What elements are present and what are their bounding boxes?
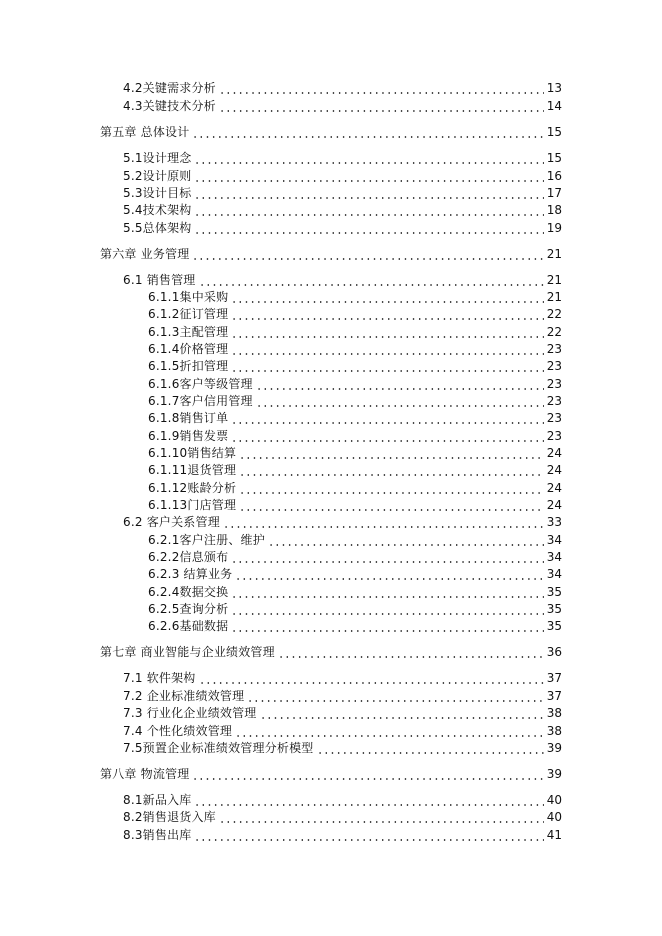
toc-entry-page-number: 17 xyxy=(546,186,562,200)
toc-entry-page-number: 23 xyxy=(546,394,562,408)
toc-entry-title: 6.1.2征订管理 xyxy=(148,307,229,321)
toc-entry[interactable] xyxy=(123,219,562,237)
dot-leader xyxy=(317,739,544,757)
toc-entry-title: 6.1 销售管理 xyxy=(123,273,196,287)
dot-leader xyxy=(256,375,544,393)
toc-entry-title: 6.2.1客户注册、维护 xyxy=(148,533,265,547)
toc-entry[interactable] xyxy=(123,167,562,185)
toc-entry-page-number: 23 xyxy=(546,411,562,425)
toc-entry[interactable] xyxy=(123,826,562,844)
toc-entry-page-number: 22 xyxy=(546,325,562,339)
toc-entry-title: 5.2设计原则 xyxy=(123,169,192,183)
toc-entry-title: 第七章 商业智能与企业绩效管理 xyxy=(100,645,275,659)
toc-entry[interactable] xyxy=(148,565,562,583)
toc-entry[interactable] xyxy=(148,461,562,479)
dot-leader xyxy=(192,245,543,263)
toc-entry-title: 6.2.6基础数据 xyxy=(148,619,229,633)
toc-entry-title: 7.5预置企业标准绩效管理分析模型 xyxy=(123,741,314,755)
toc-entry[interactable] xyxy=(148,531,562,549)
toc-entry-title: 6.2 客户关系管理 xyxy=(123,515,220,529)
toc-entry-page-number: 36 xyxy=(546,645,562,659)
toc-entry-page-number: 24 xyxy=(546,463,562,477)
toc-entry-title: 6.1.10销售结算 xyxy=(148,446,237,460)
toc-entry-page-number: 38 xyxy=(546,724,562,738)
dot-leader xyxy=(235,722,544,740)
toc-entry-page-number: 35 xyxy=(546,585,562,599)
toc-entry-title: 7.2 企业标准绩效管理 xyxy=(123,689,245,703)
toc-entry-title: 第六章 业务管理 xyxy=(100,247,190,261)
dot-leader xyxy=(194,791,543,809)
toc-entry-page-number: 14 xyxy=(546,99,562,113)
toc-entry[interactable] xyxy=(148,323,562,341)
toc-entry-page-number: 37 xyxy=(546,689,562,703)
dot-leader xyxy=(231,409,543,427)
dot-leader xyxy=(219,79,544,97)
toc-entry-title: 5.1设计理念 xyxy=(123,151,192,165)
toc-entry[interactable] xyxy=(148,340,562,358)
toc-entry-title: 4.2关键需求分析 xyxy=(123,81,216,95)
toc-entry-page-number: 33 xyxy=(546,515,562,529)
toc-entry-page-number: 22 xyxy=(546,307,562,321)
toc-entry-title: 6.1.4价格管理 xyxy=(148,342,229,356)
toc-entry[interactable] xyxy=(123,808,562,826)
toc-entry-title: 5.3设计目标 xyxy=(123,186,192,200)
toc-entry-title: 第五章 总体设计 xyxy=(100,125,190,139)
toc-entry[interactable] xyxy=(148,583,562,601)
dot-leader xyxy=(231,617,543,635)
toc-entry-page-number: 21 xyxy=(546,290,562,304)
toc-entry[interactable] xyxy=(148,288,562,306)
dot-leader xyxy=(194,167,543,185)
toc-entry-page-number: 40 xyxy=(546,810,562,824)
dot-leader xyxy=(223,513,544,531)
toc-entry[interactable] xyxy=(148,305,562,323)
dot-leader xyxy=(231,357,543,375)
toc-entry[interactable] xyxy=(148,496,562,514)
toc-entry[interactable] xyxy=(148,444,562,462)
dot-leader xyxy=(247,687,543,705)
dot-leader xyxy=(219,97,544,115)
dot-leader xyxy=(239,479,544,497)
toc-entry-page-number: 34 xyxy=(546,550,562,564)
dot-leader xyxy=(231,548,543,566)
dot-leader xyxy=(192,123,543,141)
toc-entry[interactable] xyxy=(123,184,562,202)
dot-leader xyxy=(231,340,543,358)
toc-entry-title: 6.1.1集中采购 xyxy=(148,290,229,304)
toc-entry-page-number: 23 xyxy=(546,429,562,443)
dot-leader xyxy=(239,444,544,462)
toc-entry[interactable] xyxy=(123,201,562,219)
toc-entry-title: 7.3 行业化企业绩效管理 xyxy=(123,706,257,720)
toc-entry[interactable] xyxy=(148,617,562,635)
toc-entry-title: 6.1.9销售发票 xyxy=(148,429,229,443)
dot-leader xyxy=(235,565,543,583)
toc-entry[interactable] xyxy=(123,791,562,809)
toc-entry-page-number: 21 xyxy=(546,273,562,287)
toc-chapter-entry[interactable] xyxy=(100,245,562,263)
toc-entry-title: 6.1.12账龄分析 xyxy=(148,481,237,495)
dot-leader xyxy=(231,600,543,618)
toc-entry-page-number: 24 xyxy=(546,481,562,495)
dot-leader xyxy=(239,496,544,514)
toc-entry-title: 6.2.5查询分析 xyxy=(148,602,229,616)
toc-entry[interactable] xyxy=(123,149,562,167)
toc-entry-page-number: 23 xyxy=(546,377,562,391)
dot-leader xyxy=(194,149,543,167)
dot-leader xyxy=(194,219,543,237)
toc-entry[interactable] xyxy=(123,513,562,531)
toc-entry-page-number: 24 xyxy=(546,446,562,460)
toc-entry-page-number: 23 xyxy=(546,359,562,373)
toc-entry-title: 5.5总体架构 xyxy=(123,221,192,235)
toc-entry-title: 8.3销售出库 xyxy=(123,828,192,842)
toc-entry[interactable] xyxy=(148,427,562,445)
toc-chapter-entry[interactable] xyxy=(100,643,562,661)
toc-entry-title: 6.1.13门店管理 xyxy=(148,498,237,512)
dot-leader xyxy=(199,669,544,687)
toc-entry-title: 6.1.5折扣管理 xyxy=(148,359,229,373)
toc-entry-page-number: 35 xyxy=(546,619,562,633)
dot-leader xyxy=(194,184,543,202)
dot-leader xyxy=(194,826,543,844)
toc-entry[interactable] xyxy=(148,548,562,566)
toc-entry-title: 4.3关键技术分析 xyxy=(123,99,216,113)
toc-entry-title: 7.4 个性化绩效管理 xyxy=(123,724,233,738)
toc-entry-page-number: 39 xyxy=(546,741,562,755)
toc-entry[interactable] xyxy=(123,704,562,722)
toc-entry-title: 6.1.6客户等级管理 xyxy=(148,377,253,391)
dot-leader xyxy=(256,392,544,410)
toc-entry-title: 8.2销售退货入库 xyxy=(123,810,216,824)
dot-leader xyxy=(231,583,543,601)
toc-entry-page-number: 15 xyxy=(546,125,562,139)
dot-leader xyxy=(219,808,544,826)
toc-entry[interactable] xyxy=(148,357,562,375)
toc-entry-title: 7.1 软件架构 xyxy=(123,671,196,685)
toc-entry[interactable] xyxy=(123,722,562,740)
toc-entry[interactable] xyxy=(148,392,562,410)
toc-entry[interactable] xyxy=(148,479,562,497)
toc-entry-page-number: 24 xyxy=(546,498,562,512)
toc-entry-page-number: 23 xyxy=(546,342,562,356)
dot-leader xyxy=(260,704,544,722)
toc-entry-page-number: 41 xyxy=(546,828,562,842)
toc-entry[interactable] xyxy=(148,375,562,393)
toc-entry-page-number: 16 xyxy=(546,169,562,183)
toc-entry-page-number: 40 xyxy=(546,793,562,807)
dot-leader xyxy=(194,201,543,219)
toc-entry-page-number: 37 xyxy=(546,671,562,685)
toc-entry[interactable] xyxy=(148,600,562,618)
toc-entry-page-number: 21 xyxy=(546,247,562,261)
toc-entry-title: 第八章 物流管理 xyxy=(100,767,190,781)
toc-entry-page-number: 19 xyxy=(546,221,562,235)
toc-entry-page-number: 18 xyxy=(546,203,562,217)
toc-entry-title: 6.2.2信息颁布 xyxy=(148,550,229,564)
toc-entry-page-number: 35 xyxy=(546,602,562,616)
toc-entry-title: 5.4技术架构 xyxy=(123,203,192,217)
toc-entry-title: 8.1新品入库 xyxy=(123,793,192,807)
toc-entry[interactable] xyxy=(123,669,562,687)
toc-entry-title: 6.1.8销售订单 xyxy=(148,411,229,425)
toc-chapter-entry[interactable] xyxy=(100,765,562,783)
toc-entry-title: 6.1.11退货管理 xyxy=(148,463,237,477)
dot-leader xyxy=(278,643,544,661)
toc-entry[interactable] xyxy=(123,97,562,115)
toc-entry-page-number: 38 xyxy=(546,706,562,720)
toc-entry-page-number: 15 xyxy=(546,151,562,165)
toc-entry-page-number: 34 xyxy=(546,533,562,547)
toc-entry-title: 6.1.7客户信用管理 xyxy=(148,394,253,408)
toc-entry[interactable] xyxy=(123,271,562,289)
dot-leader xyxy=(199,271,544,289)
toc-chapter-entry[interactable] xyxy=(100,123,562,141)
dot-leader xyxy=(231,288,543,306)
dot-leader xyxy=(231,323,543,341)
toc-entry-page-number: 34 xyxy=(546,567,562,581)
toc-entry[interactable] xyxy=(148,409,562,427)
dot-leader xyxy=(192,765,543,783)
toc-entry[interactable] xyxy=(123,687,562,705)
dot-leader xyxy=(239,461,544,479)
toc-entry[interactable] xyxy=(123,79,562,97)
toc-entry[interactable] xyxy=(123,739,562,757)
dot-leader xyxy=(231,427,543,445)
toc-entry-page-number: 39 xyxy=(546,767,562,781)
toc-entry-page-number: 13 xyxy=(546,81,562,95)
toc-entry-title: 6.2.3 结算业务 xyxy=(148,567,233,581)
dot-leader xyxy=(231,305,543,323)
toc-entry-title: 6.2.4数据交换 xyxy=(148,585,229,599)
dot-leader xyxy=(268,531,544,549)
toc-entry-title: 6.1.3主配管理 xyxy=(148,325,229,339)
